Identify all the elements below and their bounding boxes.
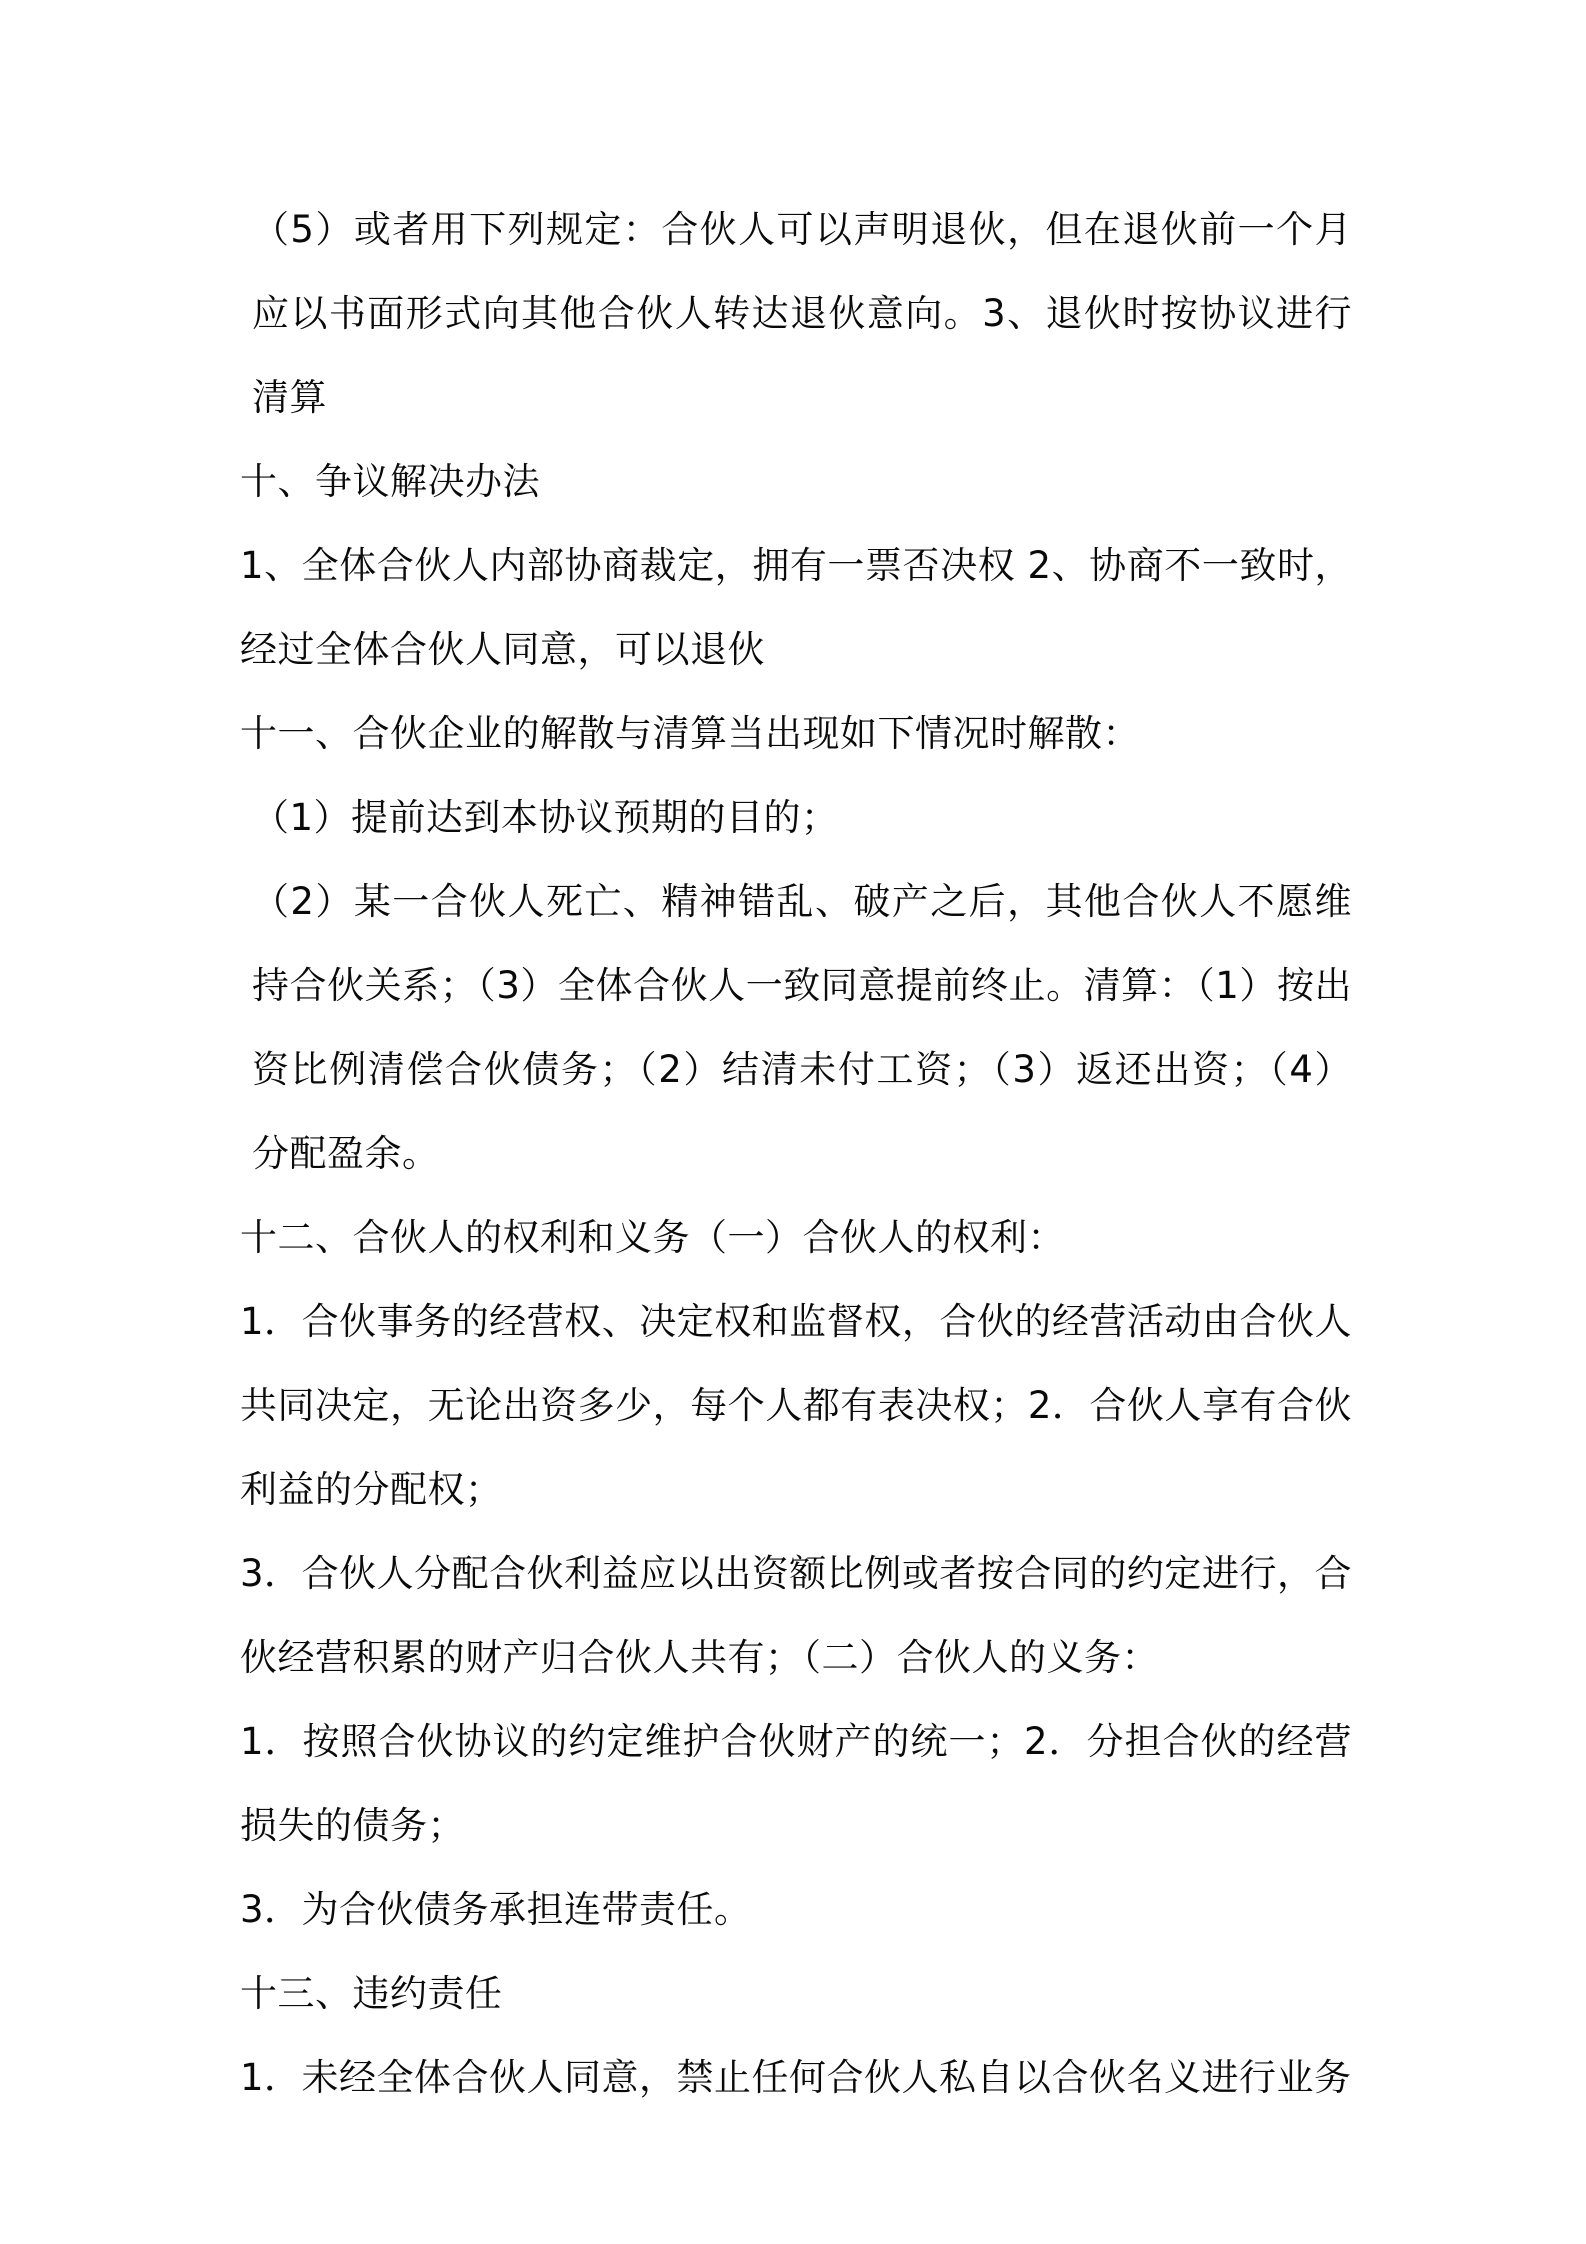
paragraph-rights-3: 3．合伙人分配合伙利益应以出资额比例或者按合同的约定进行，合伙经营积累的财产归合伙人共有；（二）合伙人的义务：	[240, 1552, 1352, 1679]
paragraph-withdrawal-clause: （5）或者用下列规定：合伙人可以声明退伙，但在退伙前一个月应以书面形式向其他合伙人转达退伙意向。3、退伙时按协议进行清算	[252, 208, 1352, 419]
paragraph-dispute-resolution: 1、全体合伙人内部协商裁定，拥有一票否决权 2、协商不一致时，经过全体合伙人同意，可以退伙	[240, 544, 1352, 671]
paragraph-duties-1-2: 1．按照合伙协议的约定维护合伙财产的统一；2．分担合伙的经营损失的债务；	[240, 1720, 1352, 1847]
section-heading-dissolution: 十一、合伙企业的解散与清算当出现如下情况时解散：	[240, 712, 1140, 755]
paragraph-rights-1-2: 1．合伙事务的经营权、决定权和监督权，合伙的经营活动由合伙人共同决定，无论出资多少，每个人都有表决权；2．合伙人享有合伙利益的分配权；	[240, 1300, 1352, 1511]
section-heading-breach-liability: 十三、违约责任	[240, 1972, 503, 2015]
section-heading-rights-duties: 十二、合伙人的权利和义务（一）合伙人的权利：	[240, 1216, 1065, 1259]
section-heading-dispute-resolution: 十、争议解决办法	[240, 460, 540, 503]
paragraph-duties-3: 3．为合伙债务承担连带责任。	[240, 1888, 752, 1931]
paragraph-breach-1: 1．未经全体合伙人同意，禁止任何合伙人私自以合伙名义进行业务	[240, 2056, 1352, 2099]
paragraph-dissolution-items: （2）某一合伙人死亡、精神错乱、破产之后，其他合伙人不愿维持合伙关系；（3）全体合伙人一致同意提前终止。清算：（1）按出资比例清偿合伙债务；（2）结清未付工资；（3）返还出资；（4）分配盈余。	[252, 880, 1352, 1175]
paragraph-dissolution-item-1: （1）提前达到本协议预期的目的；	[252, 796, 839, 839]
document-body	[240, 188, 1352, 2120]
